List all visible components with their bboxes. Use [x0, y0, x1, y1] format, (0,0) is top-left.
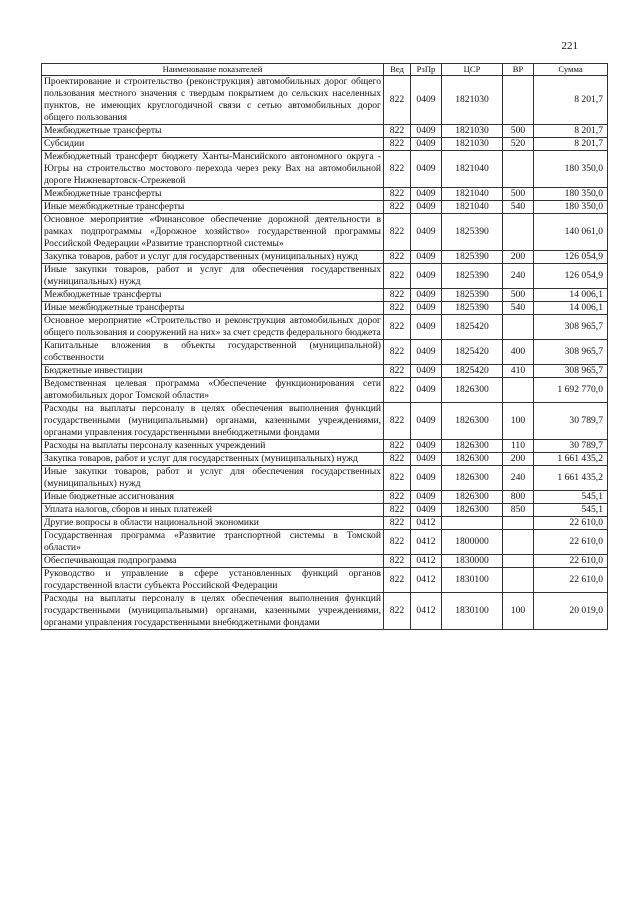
cell-sum: 140 061,0: [534, 214, 608, 251]
table-row: [42, 365, 608, 378]
cell-sum: 30 789,7: [534, 403, 608, 440]
cell-ved: 822: [384, 530, 411, 555]
table-row: [42, 378, 608, 403]
cell-name: Расходы на выплаты персоналу в целях обеспечения выполнения функций государственными (муниципальными) органами, казенными учреждениями, органами управления государственными внебюджетными фондами: [42, 593, 384, 630]
cell-sum: 14 006,1: [534, 302, 608, 315]
table-row: [42, 315, 608, 340]
cell-rzpr: 0412: [411, 593, 442, 630]
cell-name: Государственная программа «Развитие транспортной системы в Томской области»: [42, 530, 384, 555]
table-row: [42, 151, 608, 188]
cell-csr: 1825390: [442, 289, 503, 302]
cell-sum: 20 019,0: [534, 593, 608, 630]
cell-vr: 540: [503, 302, 534, 315]
cell-rzpr: 0409: [411, 302, 442, 315]
cell-name: Руководство и управление в сфере установленных функций органов государственной власти субъекта Российской Федерации: [42, 568, 384, 593]
cell-vr: 100: [503, 593, 534, 630]
cell-vr: [503, 530, 534, 555]
cell-rzpr: 0409: [411, 340, 442, 365]
cell-vr: [503, 214, 534, 251]
cell-sum: 180 350,0: [534, 151, 608, 188]
header-csr: ЦСР: [442, 64, 503, 76]
cell-rzpr: 0409: [411, 440, 442, 453]
cell-vr: 500: [503, 125, 534, 138]
cell-ved: 822: [384, 491, 411, 504]
cell-rzpr: 0409: [411, 125, 442, 138]
table-row: [42, 340, 608, 365]
table-row: [42, 504, 608, 517]
cell-csr: 1821040: [442, 188, 503, 201]
cell-name: Иные закупки товаров, работ и услуг для обеспечения государственных (муниципальных) нужд: [42, 466, 384, 491]
cell-sum: 22 610,0: [534, 568, 608, 593]
cell-rzpr: 0409: [411, 504, 442, 517]
cell-sum: 126 054,9: [534, 264, 608, 289]
cell-name: Уплата налогов, сборов и иных платежей: [42, 504, 384, 517]
cell-sum: 22 610,0: [534, 517, 608, 530]
cell-rzpr: 0409: [411, 214, 442, 251]
cell-csr: 1825420: [442, 340, 503, 365]
table-row: [42, 302, 608, 315]
cell-rzpr: 0409: [411, 378, 442, 403]
cell-vr: 240: [503, 264, 534, 289]
cell-name: Межбюджетные трансферты: [42, 289, 384, 302]
cell-name: Субсидии: [42, 138, 384, 151]
cell-name: Другие вопросы в области национальной экономики: [42, 517, 384, 530]
cell-ved: 822: [384, 251, 411, 264]
cell-name: Закупка товаров, работ и услуг для государственных (муниципальных) нужд: [42, 251, 384, 264]
cell-csr: [442, 517, 503, 530]
cell-vr: 200: [503, 251, 534, 264]
cell-ved: 822: [384, 76, 411, 125]
table-row: [42, 440, 608, 453]
cell-csr: 1826300: [442, 491, 503, 504]
table-row: [42, 264, 608, 289]
cell-sum: 22 610,0: [534, 530, 608, 555]
cell-rzpr: 0409: [411, 289, 442, 302]
cell-csr: 1825420: [442, 365, 503, 378]
cell-vr: [503, 378, 534, 403]
cell-rzpr: 0409: [411, 403, 442, 440]
cell-ved: 822: [384, 201, 411, 214]
cell-rzpr: 0412: [411, 555, 442, 568]
cell-csr: 1830100: [442, 568, 503, 593]
cell-name: Капитальные вложения в объекты государственной (муниципальной) собственности: [42, 340, 384, 365]
cell-sum: 308 965,7: [534, 315, 608, 340]
table-row: [42, 466, 608, 491]
cell-sum: 22 610,0: [534, 555, 608, 568]
header-vr: ВР: [503, 64, 534, 76]
cell-sum: 545,1: [534, 491, 608, 504]
budget-table: [41, 63, 608, 630]
cell-ved: 822: [384, 466, 411, 491]
cell-vr: 520: [503, 138, 534, 151]
cell-vr: 850: [503, 504, 534, 517]
cell-sum: 180 350,0: [534, 188, 608, 201]
cell-csr: 1826300: [442, 504, 503, 517]
table-row: [42, 201, 608, 214]
cell-rzpr: 0409: [411, 453, 442, 466]
cell-rzpr: 0409: [411, 188, 442, 201]
cell-ved: 822: [384, 264, 411, 289]
cell-vr: 540: [503, 201, 534, 214]
cell-name: Основное мероприятие «Финансовое обеспечение дорожной деятельности в рамках подпрограммы «Дорожное хозяйство» государственной программы Российской Федерации «Развитие транспортной системы»: [42, 214, 384, 251]
cell-name: Межбюджетный трансферт бюджету Ханты-Мансийского автономного округа - Югры на строительство мостового перехода через реку Вах на автомобильной дороге Нижневартовск-Стрежевой: [42, 151, 384, 188]
cell-csr: 1830000: [442, 555, 503, 568]
cell-name: Закупка товаров, работ и услуг для государственных (муниципальных) нужд: [42, 453, 384, 466]
cell-vr: 110: [503, 440, 534, 453]
cell-ved: 822: [384, 555, 411, 568]
cell-sum: 1 692 770,0: [534, 378, 608, 403]
cell-sum: 308 965,7: [534, 340, 608, 365]
table-row: [42, 491, 608, 504]
cell-ved: 822: [384, 315, 411, 340]
cell-vr: [503, 555, 534, 568]
cell-rzpr: 0412: [411, 568, 442, 593]
cell-vr: [503, 76, 534, 125]
cell-name: Иные закупки товаров, работ и услуг для обеспечения государственных (муниципальных) нужд: [42, 264, 384, 289]
cell-name: Проектирование и строительство (реконструкция) автомобильных дорог общего пользования местного значения с твердым покрытием до сельских населенных пунктов, не имеющих круглогодичной связи с сетью автомобильных дорог общего пользования: [42, 76, 384, 125]
cell-name: Основное мероприятие «Строительство и реконструкция автомобильных дорог общего пользования и сооружений на них» за счет средств федерального бюджета: [42, 315, 384, 340]
cell-vr: 400: [503, 340, 534, 365]
table-row: [42, 568, 608, 593]
cell-sum: 308 965,7: [534, 365, 608, 378]
cell-csr: 1821040: [442, 201, 503, 214]
cell-csr: 1825420: [442, 315, 503, 340]
cell-name: Межбюджетные трансферты: [42, 188, 384, 201]
cell-ved: 822: [384, 188, 411, 201]
cell-vr: 500: [503, 188, 534, 201]
cell-csr: 1825390: [442, 264, 503, 289]
cell-rzpr: 0409: [411, 365, 442, 378]
table-row: [42, 214, 608, 251]
cell-ved: 822: [384, 151, 411, 188]
cell-ved: 822: [384, 403, 411, 440]
table-row: [42, 125, 608, 138]
cell-csr: 1830100: [442, 593, 503, 630]
header-sum: Сумма: [534, 64, 608, 76]
table-row: [42, 530, 608, 555]
cell-rzpr: 0409: [411, 315, 442, 340]
cell-vr: 100: [503, 403, 534, 440]
cell-sum: 1 661 435,2: [534, 466, 608, 491]
cell-rzpr: 0409: [411, 201, 442, 214]
cell-rzpr: 0409: [411, 251, 442, 264]
cell-rzpr: 0409: [411, 138, 442, 151]
cell-ved: 822: [384, 289, 411, 302]
cell-csr: 1825390: [442, 214, 503, 251]
header-rzpr: РзПр: [411, 64, 442, 76]
table-row: [42, 555, 608, 568]
table-body: [42, 76, 608, 630]
cell-rzpr: 0412: [411, 517, 442, 530]
table-row: [42, 251, 608, 264]
cell-ved: 822: [384, 504, 411, 517]
page-number: 221: [561, 40, 578, 52]
cell-rzpr: 0409: [411, 491, 442, 504]
cell-ved: 822: [384, 365, 411, 378]
cell-sum: 1 661 435,2: [534, 453, 608, 466]
cell-vr: [503, 517, 534, 530]
table-row: [42, 76, 608, 125]
cell-ved: 822: [384, 517, 411, 530]
header-ved: Вед: [384, 64, 411, 76]
cell-vr: 500: [503, 289, 534, 302]
cell-ved: 822: [384, 378, 411, 403]
cell-vr: [503, 151, 534, 188]
cell-ved: 822: [384, 138, 411, 151]
cell-csr: 1826300: [442, 378, 503, 403]
table-row: [42, 517, 608, 530]
cell-csr: 1826300: [442, 466, 503, 491]
cell-csr: 1826300: [442, 453, 503, 466]
cell-name: Иные межбюджетные трансферты: [42, 201, 384, 214]
cell-rzpr: 0409: [411, 264, 442, 289]
cell-sum: 8 201,7: [534, 125, 608, 138]
cell-ved: 822: [384, 340, 411, 365]
cell-name: Межбюджетные трансферты: [42, 125, 384, 138]
cell-name: Ведомственная целевая программа «Обеспечение функционирования сети автомобильных дорог Томской области»: [42, 378, 384, 403]
cell-name: Обеспечивающая подпрограмма: [42, 555, 384, 568]
cell-sum: 545,1: [534, 504, 608, 517]
cell-ved: 822: [384, 125, 411, 138]
cell-rzpr: 0409: [411, 466, 442, 491]
cell-sum: 8 201,7: [534, 76, 608, 125]
cell-sum: 14 006,1: [534, 289, 608, 302]
table-row: [42, 453, 608, 466]
cell-csr: 1800000: [442, 530, 503, 555]
cell-sum: 180 350,0: [534, 201, 608, 214]
cell-csr: 1821030: [442, 76, 503, 125]
cell-sum: 30 789,7: [534, 440, 608, 453]
cell-csr: 1825390: [442, 302, 503, 315]
table-row: [42, 138, 608, 151]
cell-csr: 1826300: [442, 440, 503, 453]
cell-vr: 800: [503, 491, 534, 504]
table-row: [42, 593, 608, 630]
table-header-row: [42, 64, 608, 76]
table-row: [42, 188, 608, 201]
cell-name: Иные межбюджетные трансферты: [42, 302, 384, 315]
cell-rzpr: 0412: [411, 530, 442, 555]
cell-csr: 1826300: [442, 403, 503, 440]
cell-vr: 410: [503, 365, 534, 378]
cell-sum: 126 054,9: [534, 251, 608, 264]
cell-rzpr: 0409: [411, 76, 442, 125]
table-row: [42, 403, 608, 440]
header-name: Наименование показателей: [42, 64, 384, 76]
cell-vr: [503, 315, 534, 340]
cell-ved: 822: [384, 214, 411, 251]
cell-csr: 1821030: [442, 138, 503, 151]
cell-vr: [503, 568, 534, 593]
cell-csr: 1821040: [442, 151, 503, 188]
cell-vr: 200: [503, 453, 534, 466]
cell-csr: 1825390: [442, 251, 503, 264]
cell-sum: 8 201,7: [534, 138, 608, 151]
cell-name: Иные бюджетные ассигнования: [42, 491, 384, 504]
cell-ved: 822: [384, 440, 411, 453]
cell-rzpr: 0409: [411, 151, 442, 188]
cell-ved: 822: [384, 453, 411, 466]
cell-ved: 822: [384, 593, 411, 630]
cell-vr: 240: [503, 466, 534, 491]
cell-name: Расходы на выплаты персоналу казенных учреждений: [42, 440, 384, 453]
cell-ved: 822: [384, 302, 411, 315]
cell-name: Расходы на выплаты персоналу в целях обеспечения выполнения функций государственными (муниципальными) органами, казенными учреждениями, органами управления государственными внебюджетными фондами: [42, 403, 384, 440]
cell-ved: 822: [384, 568, 411, 593]
cell-name: Бюджетные инвестиции: [42, 365, 384, 378]
table-row: [42, 289, 608, 302]
cell-csr: 1821030: [442, 125, 503, 138]
